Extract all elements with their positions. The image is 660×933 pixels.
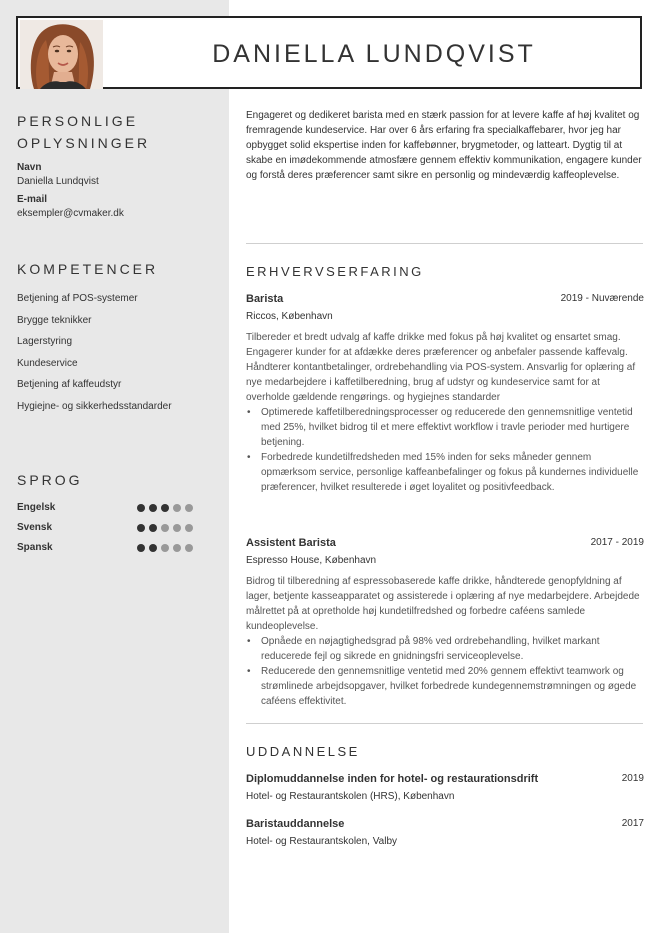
job-title: Assistent Barista: [246, 537, 336, 549]
level-dot-empty: [173, 504, 181, 512]
job-achievements: [246, 634, 644, 709]
education-year: 2019: [621, 773, 644, 784]
job-date: 2019 - Nuværende: [560, 293, 644, 304]
skill-item: Betjening af POS-systemer: [17, 293, 138, 304]
skill-item: Lagerstyring: [17, 336, 73, 347]
education-year: 2017: [621, 818, 644, 829]
job-description: Bidrog til tilberedning af espressobaserede kaffe drikke, håndterede genopfyldning af lager, betjente kasseapparatet og assisterede i oplæring af nye medarbejdere. Arbejdede målrettet på at opretholde høj kundetilfredshed og forbedre caféens samlede kundeoplevelse.: [246, 576, 640, 632]
language-name: Spansk: [17, 542, 53, 553]
education-entry: [246, 816, 644, 849]
job-achievements: [246, 405, 644, 495]
level-dot-filled: [161, 504, 169, 512]
level-dot-empty: [161, 524, 169, 532]
personal-info-title-line2: OPLYSNINGER: [17, 135, 151, 151]
level-dot-empty: [173, 524, 181, 532]
email-value: eksempler@cvmaker.dk: [17, 208, 124, 219]
education-school: Hotel- og Restaurantskolen (HRS), København: [246, 791, 455, 802]
education-school: Hotel- og Restaurantskolen, Valby: [246, 836, 398, 847]
language-row: [17, 542, 202, 556]
level-dot-filled: [149, 544, 157, 552]
achievement-item: • Optimerede kaffetilberedningsprocesser og reducerede den gennemsnitlige ventetid med 25%, hvilket bidrog til et mere effektivt workflow i travle perioder med hurtigere betjening.: [246, 405, 644, 450]
level-dot-filled: [149, 504, 157, 512]
name-label: Navn: [17, 162, 42, 173]
job-date: 2017 - 2019: [590, 537, 644, 548]
job-company: Espresso House, København: [246, 555, 377, 566]
education-title: UDDANNELSE: [246, 744, 360, 759]
language-level-dots: [137, 524, 197, 534]
language-row: [17, 502, 202, 516]
language-row: [17, 522, 202, 536]
achievement-item: • Forbedrede kundetilfredsheden med 15% inden for seks måneder gennem opmærksom service, personlige kaffeanbefalinger og fokus på kundernes individuelle præferencer, hvilket resulterede i øget loyalitet og positivfeedback.: [246, 450, 644, 495]
personal-info-title-line1: PERSONLIGE: [17, 113, 139, 129]
level-dot-filled: [137, 524, 145, 532]
language-level-dots: [137, 544, 197, 554]
skill-item: Brygge teknikker: [17, 315, 92, 326]
achievement-item: • Opnåede en nøjagtighedsgrad på 98% ved ordrebehandling, hvilket markant reducerede fejl og sikrede en gnidningsfri serviceoplevelse.: [246, 634, 644, 664]
job-entry: [246, 291, 644, 495]
job-description: Tilbereder et bredt udvalg af kaffe drikke med fokus på høj kvalitet og ensartet smag. Engagerer kunder for at afdække deres præferencer og anbefaler passende kaffevalg. Håndterer kontantbetalinger, ordrebehandling via POS-system. Ansvarlig for oplæring af nye medarbejdere i kaffetilberedning, brug af udstyr og kundeservice samt for at overholde gældende rengørings. og hygiejnes standarder: [246, 332, 636, 403]
achievement-item: • Reducerede den gennemsnitlige ventetid med 20% gennem effektivt teamwork og strømlinede arbejdsopgaver, hvilket forbedrede kundegennemstrømningen og øgede caféens effektivitet.: [246, 664, 644, 709]
level-dot-empty: [161, 544, 169, 552]
level-dot-filled: [137, 544, 145, 552]
candidate-name: DANIELLA LUNDQVIST: [212, 40, 536, 68]
languages-title: SPROG: [17, 472, 83, 488]
skill-item: Hygiejne- og sikkerhedsstandarder: [17, 401, 172, 412]
education-title-item: Baristauddannelse: [246, 818, 345, 830]
divider: [246, 243, 643, 244]
job-company: Riccos, København: [246, 311, 333, 322]
level-dot-empty: [185, 544, 193, 552]
education-title-item: Diplomuddannelse inden for hotel- og restaurationsdrift: [246, 773, 539, 785]
profile-summary: Engageret og dedikeret barista med en stærk passion for at levere kaffe af høj kvalitet og fremragende kundeservice. Har over 6 års erfaring fra specialkaffebarer, hvor jeg har opbygget solid ekspertise inden for kaffebønner, brygmetoder, og latteart. Dygtig til at skabe en imødekommende atmosfære gennem effektiv kommunikation, engagere kunder og forstå deres præferencer samt sikre en personlig og mindeværdig kaffeoplevelse.: [246, 110, 642, 181]
language-name: Svensk: [17, 522, 53, 533]
language-level-dots: [137, 504, 197, 514]
level-dot-empty: [185, 524, 193, 532]
job-entry: [246, 535, 644, 709]
name-value: Daniella Lundqvist: [17, 176, 99, 187]
level-dot-filled: [137, 504, 145, 512]
level-dot-empty: [173, 544, 181, 552]
email-label: E-mail: [17, 194, 48, 205]
language-name: Engelsk: [17, 502, 56, 513]
level-dot-empty: [185, 504, 193, 512]
job-title: Barista: [246, 293, 284, 305]
skills-title: KOMPETENCER: [17, 261, 159, 277]
experience-title: ERHVERVSERFARING: [246, 264, 424, 279]
skill-item: Betjening af kaffeudstyr: [17, 379, 122, 390]
skill-item: Kundeservice: [17, 358, 78, 369]
profile-photo: [20, 20, 103, 89]
level-dot-filled: [149, 524, 157, 532]
header: [16, 16, 642, 89]
education-entry: [246, 771, 644, 804]
divider: [246, 723, 643, 724]
